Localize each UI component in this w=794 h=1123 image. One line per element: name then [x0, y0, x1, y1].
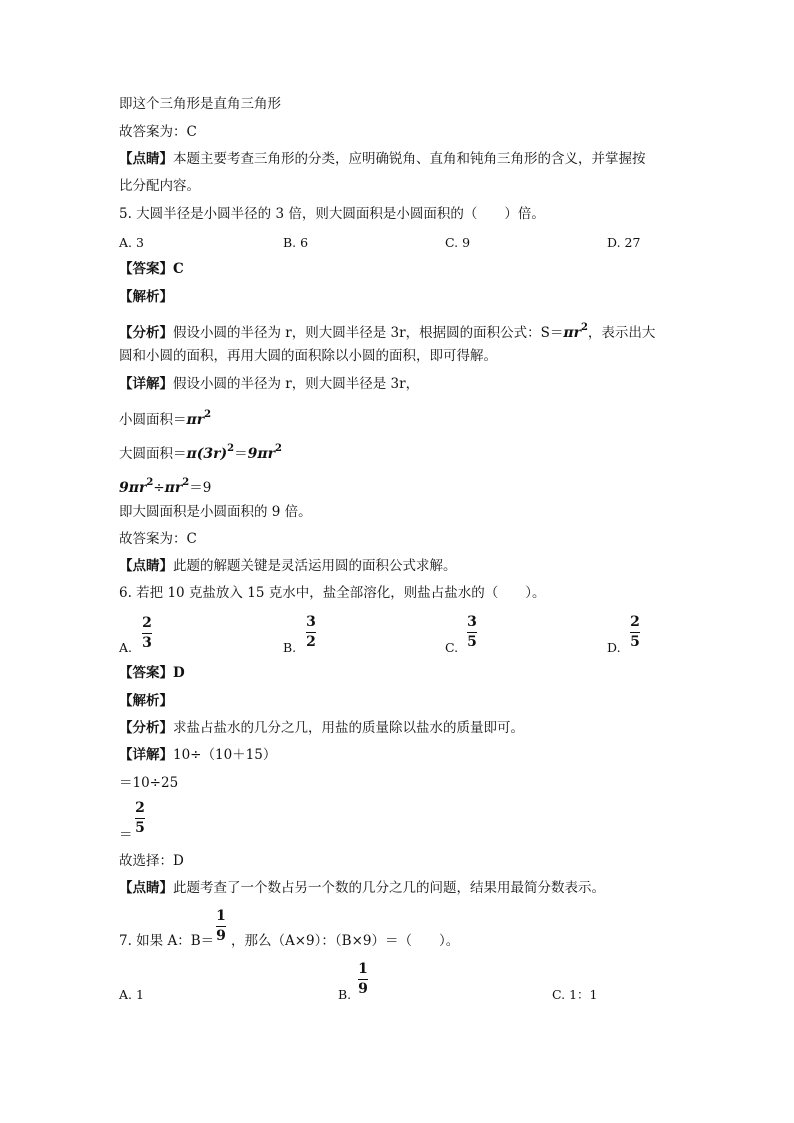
- q6-option-c-label: C.: [445, 640, 459, 655]
- q5-option-d: D. 27: [607, 235, 641, 250]
- q5-fenxi: [119, 323, 655, 341]
- q7-question-fraction: 1 9: [216, 908, 226, 944]
- q4-dianjing: [119, 153, 646, 167]
- q6-question: 6. 若把 10 克盐放入 15 克水中，盐全部溶化，则盐占盐水的（ ）。: [119, 585, 546, 601]
- q5-conclusion: 即大圆面积是小圆面积的 9 倍。: [119, 504, 312, 520]
- q5-xiangjie: [119, 378, 419, 392]
- q5-option-a: A. 3: [119, 235, 144, 250]
- ratio-result: ＝9: [189, 480, 212, 496]
- q5-answer-line: 故答案为：C: [119, 531, 197, 547]
- q6-option-a-fraction: 2 3: [142, 615, 152, 651]
- q6-option-c-fraction: 3 5: [467, 614, 477, 650]
- xiangjie-text: 10÷（10＋15）: [173, 747, 277, 763]
- q7-option-a: A. 1: [119, 987, 144, 1002]
- divide-sign: ÷: [153, 480, 165, 496]
- q6-option-b-label: B.: [283, 640, 297, 655]
- q5-option-c: C. 9: [445, 235, 471, 250]
- q7-question-suffix: ，那么（A×9）：（B×9）＝（ ）。: [231, 933, 460, 949]
- q4-answer: 故答案为：C: [119, 124, 197, 140]
- xiangjie-text: 假设小圆的半径为 r，则大圆半径是 3r，: [173, 376, 420, 392]
- dianjing-tag: 【点睛】: [119, 151, 173, 167]
- fenxi-text: 求盐占盐水的几分之几，用盐的质量除以盐水的质量即可。: [173, 720, 524, 736]
- q5-answer: 【答案】C: [119, 261, 184, 277]
- big-area-formula-2: $9\pi r^2$: [247, 443, 282, 462]
- ratio-formula-2: $\pi r^2$: [164, 477, 190, 496]
- q6-option-d-fraction: 2 5: [630, 614, 640, 650]
- q6-step3-fraction: 2 5: [135, 800, 145, 836]
- big-area-formula-1: $\pi(3r)^2$: [186, 443, 235, 462]
- q5-ratio: [119, 478, 211, 496]
- equals-sign: ＝: [234, 446, 248, 462]
- q5-big-area: [119, 444, 282, 462]
- dianjing-text: 此题的解题关键是灵活运用圆的面积公式求解。: [173, 558, 457, 574]
- q4-dianjing-cont: 比分配内容。: [119, 178, 200, 194]
- q5-jiexi: 【解析】: [119, 289, 173, 305]
- q5-option-b: B. 6: [283, 235, 309, 250]
- fenxi-tag: 【分析】: [119, 325, 173, 341]
- xiangjie-tag: 【详解】: [119, 747, 173, 763]
- q6-fenxi: [119, 722, 524, 736]
- q5-dianjing: [119, 560, 457, 574]
- q6-option-d-label: D.: [607, 640, 621, 655]
- q6-step3-eq: ＝: [119, 827, 133, 843]
- q4-conclusion: 即这个三角形是直角三角形: [119, 96, 281, 112]
- small-area-formula: $\pi r^2$: [186, 409, 212, 428]
- fenxi-text-tail: ，表示出大: [587, 325, 656, 341]
- q5-question: 5. 大圆半径是小圆半径的 3 倍，则大圆面积是小圆面积的（ ）倍。: [119, 206, 545, 222]
- ratio-formula-1: $9\pi r^2$: [119, 477, 154, 496]
- small-area-label: 小圆面积＝: [119, 412, 187, 428]
- q7-option-c: C. 1：1: [552, 987, 598, 1002]
- q7-question-prefix: 7. 如果 A：B＝: [119, 933, 215, 949]
- q7-option-b-fraction: 1 9: [358, 961, 368, 997]
- fenxi-tag: 【分析】: [119, 720, 173, 736]
- dianjing-text: 本题主要考查三角形的分类，应明确锐角、直角和钝角三角形的含义，并掌握按: [173, 151, 646, 167]
- q6-step2: ＝10÷25: [119, 775, 179, 791]
- q6-answer: 【答案】D: [119, 665, 185, 681]
- dianjing-tag: 【点睛】: [119, 558, 173, 574]
- q6-dianjing: [119, 882, 605, 896]
- xiangjie-tag: 【详解】: [119, 376, 173, 392]
- big-area-label: 大圆面积＝: [119, 446, 187, 462]
- q6-xiangjie: [119, 749, 276, 763]
- q5-fenxi-cont: 圆和小圆的面积，再用大圆的面积除以小圆的面积，即可得解。: [119, 348, 497, 364]
- area-formula: $\pi r^2$: [563, 322, 588, 341]
- q7-option-b-label: B.: [338, 987, 352, 1002]
- q6-option-b-fraction: 3 2: [306, 614, 316, 650]
- dianjing-text: 此题考查了一个数占另一个数的几分之几的问题，结果用最简分数表示。: [173, 880, 605, 896]
- q6-answer-line: 故选择：D: [119, 853, 184, 869]
- q6-jiexi: 【解析】: [119, 693, 173, 709]
- q5-small-area: [119, 410, 211, 428]
- q6-option-a-label: A.: [119, 640, 133, 655]
- fenxi-text: 假设小圆的半径为 r，则大圆半径是 3r，根据圆的面积公式：S＝: [173, 325, 564, 341]
- dianjing-tag: 【点睛】: [119, 880, 173, 896]
